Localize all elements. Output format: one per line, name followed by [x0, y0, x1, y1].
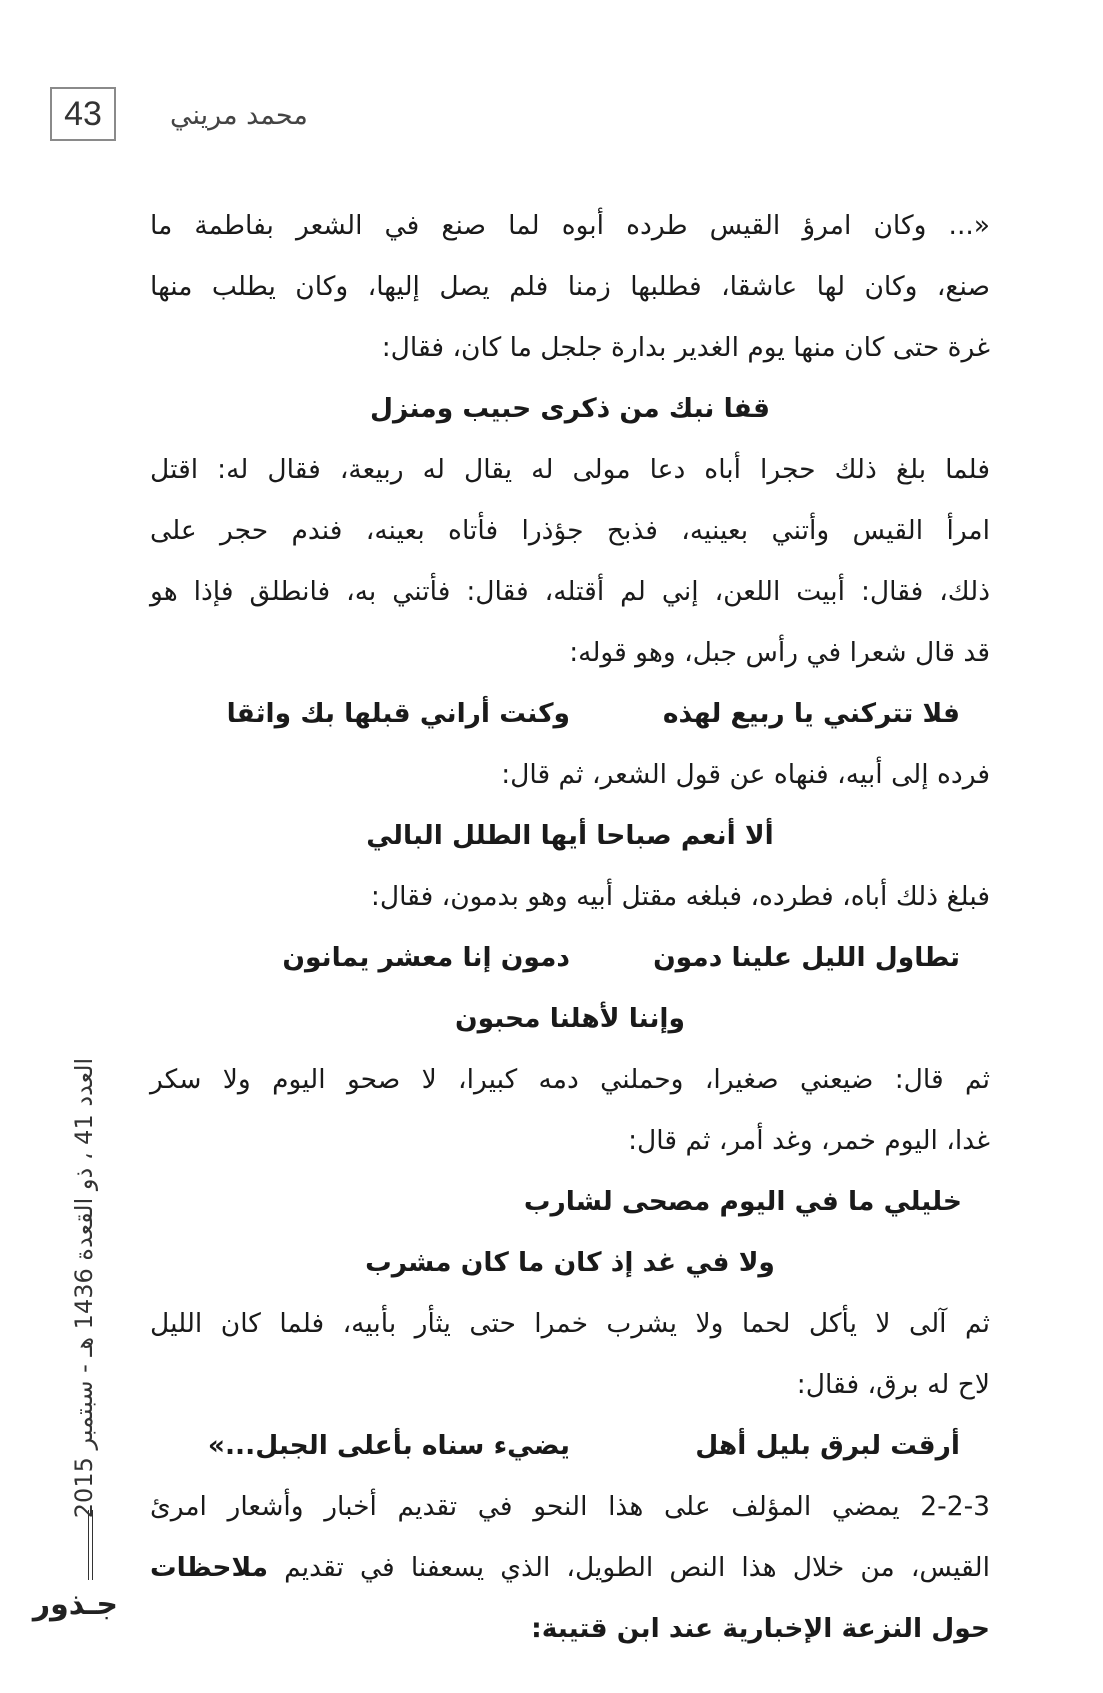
poem-couplet: [150, 1415, 990, 1476]
poem-couplet: [150, 927, 990, 988]
paragraph-line: [150, 1537, 990, 1598]
poem-verse: وإننا لأهلنا محبون: [455, 1003, 685, 1034]
poem-verse: قفا نبك من ذكرى حبيب ومنزل: [370, 393, 770, 424]
paragraph-line: لاح له برق، فقال:: [796, 1369, 990, 1400]
paragraph-line: فبلغ ذلك أباه، فطرده، فبلغه مقتل أبيه وهو بدمون، فقال:: [370, 881, 990, 912]
poem-couplet: [150, 683, 990, 744]
paragraph-line: قد قال شعرا في رأس جبل، وهو قوله:: [569, 637, 990, 668]
author-name: محمد مريني: [170, 100, 308, 131]
paragraph-line: فرده إلى أبيه، فنهاه عن قول الشعر، ثم قال:: [501, 759, 990, 790]
paragraph-line: ذلك، فقال: أبيت اللعن، إني لم أقتله، فقال: فأتني به، فانطلق فإذا هو: [150, 576, 990, 607]
paragraph-line: 2-2-3 يمضي المؤلف على هذا النحو في تقديم أخبار وأشعار امرئ: [150, 1491, 990, 1522]
poem-verse: ألا أنعم صباحا أيها الطلل البالي: [366, 820, 774, 851]
paragraph-line: امرأ القيس وأتني بعينيه، فذبح جؤذرا فأتاه بعينه، فندم حجر على: [150, 515, 990, 546]
poem-hemistich-second: دمون إنا معشر يمانون: [282, 942, 570, 973]
paragraph-line: غدا، اليوم خمر، وغد أمر، ثم قال:: [628, 1125, 990, 1156]
poem-hemistich-first: أرقت لبرق بليل أهل: [695, 1430, 960, 1461]
poem-hemistich-first: تطاول الليل علينا دمون: [653, 942, 960, 973]
paragraph-line: «... وكان امرؤ القيس طرده أبوه لما صنع في الشعر بفاطمة ما: [150, 210, 990, 241]
article-body: [150, 195, 990, 1659]
paragraph-line: ثم آلى لا يأكل لحما ولا يشرب خمرا حتى يثأر بأبيه، فلما كان الليل: [150, 1308, 990, 1339]
journal-logo: جـذور: [32, 1587, 118, 1622]
paragraph-line: ثم قال: ضيعني صغيرا، وحملني دمه كبيرا، لا صحو اليوم ولا سكر: [150, 1064, 990, 1095]
issue-info: العدد 41 ، ذو القعدة 1436 هـ - سبتمبر 2015: [70, 1057, 98, 1519]
paragraph-line: صنع، وكان لها عاشقا، فطلبها زمنا فلم يصل إليها، وكان يطلب منها: [150, 271, 990, 302]
sidebar-divider: [88, 1510, 93, 1580]
poem-hemistich-second: وكنت أراني قبلها بك واثقا: [226, 698, 570, 729]
page-number: 43: [50, 87, 116, 141]
poem-hemistich-first: فلا تتركني يا ربيع لهذه: [662, 698, 960, 729]
paragraph-text: القيس، من خلال هذا النص الطويل، الذي يسعفنا في تقديم: [268, 1552, 990, 1583]
poem-verse: خليلي ما في اليوم مصحى لشارب: [523, 1186, 962, 1217]
poem-hemistich-second: يضيء سناه بأعلى الجبل...»: [207, 1430, 570, 1461]
section-heading-line: حول النزعة الإخبارية عند ابن قتيبة:: [531, 1613, 990, 1644]
bold-phrase: ملاحظات: [150, 1552, 269, 1583]
paragraph-line: فلما بلغ ذلك حجرا أباه دعا مولى له يقال له ربيعة، فقال له: اقتل: [150, 454, 990, 485]
poem-verse: ولا في غد إذ كان ما كان مشرب: [365, 1247, 775, 1278]
paragraph-line: غرة حتى كان منها يوم الغدير بدارة جلجل ما كان، فقال:: [381, 332, 990, 363]
issue-sidebar: [44, 1040, 98, 1540]
